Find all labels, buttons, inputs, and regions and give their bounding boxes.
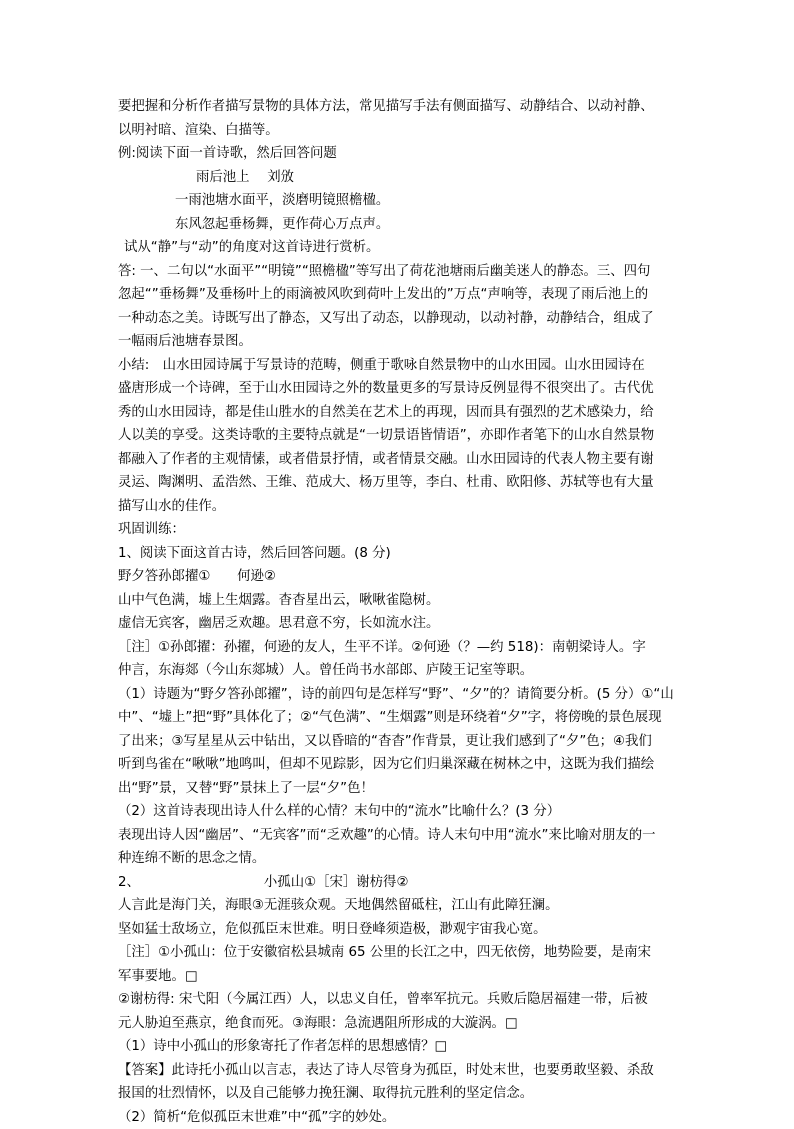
note-text: 元人胁迫至燕京，绝食而死。③海眼：急流遇阻所形成的大漩涡。□ xyxy=(118,1012,678,1036)
text-line: 盛唐形成一个诗碑，至于山水田园诗之外的数量更多的写景诗反例显得不很突出了。古代优 xyxy=(118,377,678,401)
question-text: 1、阅读下面这首古诗，然后回答问题。(8 分) xyxy=(118,542,678,566)
text-line: 秀的山水田园诗，都是佳山胜水的自然美在艺术上的再现，因而具有强烈的艺术感染力，给 xyxy=(118,401,678,425)
document-page xyxy=(118,95,678,1129)
text-line: 要把握和分析作者描写景物的具体方法，常见描写手法有侧面描写、动静结合、以动衬静、 xyxy=(118,95,678,119)
text-line: 人以美的享受。这类诗歌的主要特点就是“一切景语皆情语”，亦即作者笔下的山水自然景物 xyxy=(118,424,678,448)
question-number: 2、 xyxy=(118,875,140,890)
text-line: 灵运、陶渊明、孟浩然、王维、范成大、杨万里等，李白、杜甫、欧阳修、苏轼等也有大量 xyxy=(118,471,678,495)
text-line: 以明衬暗、渲染、白描等。 xyxy=(118,119,678,143)
poem-line: 山中气色满，墟上生烟露。杳杳星出云，啾啾雀隐树。 xyxy=(118,589,678,613)
question-text: （2）简析“危似孤臣末世难”中“孤”字的妙处。 xyxy=(118,1106,678,1129)
note-text: ②谢枋得: 宋弋阳（今属江西）人，以忠义自任，曾率军抗元。兵败后隐居福建一带，后被 xyxy=(118,988,678,1012)
note-text: ［注］①孙郎擢：孙擢，何逊的友人，生平不详。②何逊（？—约 518)：南朝梁诗人。字 xyxy=(118,636,678,660)
question-number-row xyxy=(118,871,678,895)
text-line: 中”、“墟上”把“野”具体化了；②“气色满”、“生烟露”则是环绕着“夕”字，将傍晚的景色展现 xyxy=(118,706,678,730)
answer-text: 【答案】此诗托小孤山以言志，表达了诗人尽管身为孤臣，时处末世，也要勇敢坚毅、杀敌 xyxy=(118,1059,678,1083)
note-text: 军事要地。□ xyxy=(118,965,678,989)
text-line: 听到鸟雀在“啾啾”地鸣叫，但却不见踪影，因为它们归巢深藏在树林之中，这既为我们描绘 xyxy=(118,753,678,777)
poem-line: 虚信无宾客，幽居乏欢趣。思君意不穷，长如流水注。 xyxy=(118,612,678,636)
text-line: 都融入了作者的主观情愫，或者借景抒情，或者情景交融。山水田园诗的代表人物主要有谢 xyxy=(118,448,678,472)
text-line: 出“野”景，又替“野”景抹上了一层“夕”色！ xyxy=(118,777,678,801)
poem-title: 小孤山①［宋］谢枋得② xyxy=(264,875,409,890)
poem-line: 一雨池塘水面平，淡磨明镜照檐楹。 xyxy=(118,189,678,213)
question-text: （1）诗题为“野夕答孙郎擢”，诗的前四句是怎样写“野”、“夕”的？请简要分析。(5 分）①“山 xyxy=(118,683,678,707)
text-line: 例:阅读下面一首诗歌，然后回答问题 xyxy=(118,142,678,166)
question-text: （1）诗中小孤山的形象寄托了作者怎样的思想感情？□ xyxy=(118,1035,678,1059)
poem-title: 雨后池上 刘攽 xyxy=(118,166,678,190)
poem-line: 人言此是海门关，海眼③无涯骇众观。天地偶然留砥柱，江山有此障狂澜。 xyxy=(118,894,678,918)
note-text: 仲言，东海郯（今山东郯城）人。曾任尚书水部郎、庐陵王记室等职。 xyxy=(118,659,678,683)
poem-line: 东风忽起垂杨舞，更作荷心万点声。 xyxy=(118,213,678,237)
poem-title: 野夕答孙郎擢① 何逊② xyxy=(118,565,678,589)
text-line: 一幅雨后池塘春景图。 xyxy=(118,330,678,354)
text-line: 答: 一、二句以“水面平”“明镜”“照檐楹”等写出了荷花池塘雨后幽美迷人的静态。三、四句 xyxy=(118,260,678,284)
answer-text: 报国的壮烈情怀，以及自己能够力挽狂澜、取得抗元胜利的坚定信念。 xyxy=(118,1082,678,1106)
text-line: 表现出诗人因“幽居”、“无宾客”而“乏欢趣”的心情。诗人末句中用“流水”来比喻对朋友的一 xyxy=(118,824,678,848)
question-text: 试从“静”与“动”的角度对这首诗进行赏析。 xyxy=(118,236,678,260)
poem-line: 坚如猛士敌场立，危似孤臣末世难。明日登峰须造极，渺观宇宙我心宽。 xyxy=(118,918,678,942)
text-line: 种连绵不断的思念之情。 xyxy=(118,847,678,871)
text-line: 了出来；③写星星从云中钻出，又以昏暗的“杳杳”作背景，更让我们感到了“夕”色；④我们 xyxy=(118,730,678,754)
text-line: 描写山水的佳作。 xyxy=(118,495,678,519)
text-line: 忽起“”垂杨舞”及垂杨叶上的雨滴被风吹到荷叶上发出的”万点“声响等，表现了雨后池上的 xyxy=(118,283,678,307)
question-text: （2）这首诗表现出诗人什么样的心情？末句中的“流水”比喻什么？(3 分） xyxy=(118,800,678,824)
text-line: 小结: 山水田园诗属于写景诗的范畴，侧重于歌咏自然景物中的山水田园。山水田园诗在 xyxy=(118,354,678,378)
text-line: 一种动态之美。诗既写出了静态，又写出了动态，以静现动，以动衬静，动静结合，组成了 xyxy=(118,307,678,331)
note-text: ［注］①小孤山：位于安徽宿松县城南 65 公里的长江之中，四无依傍，地势险要，是南宋 xyxy=(118,941,678,965)
section-heading: 巩固训练： xyxy=(118,518,678,542)
